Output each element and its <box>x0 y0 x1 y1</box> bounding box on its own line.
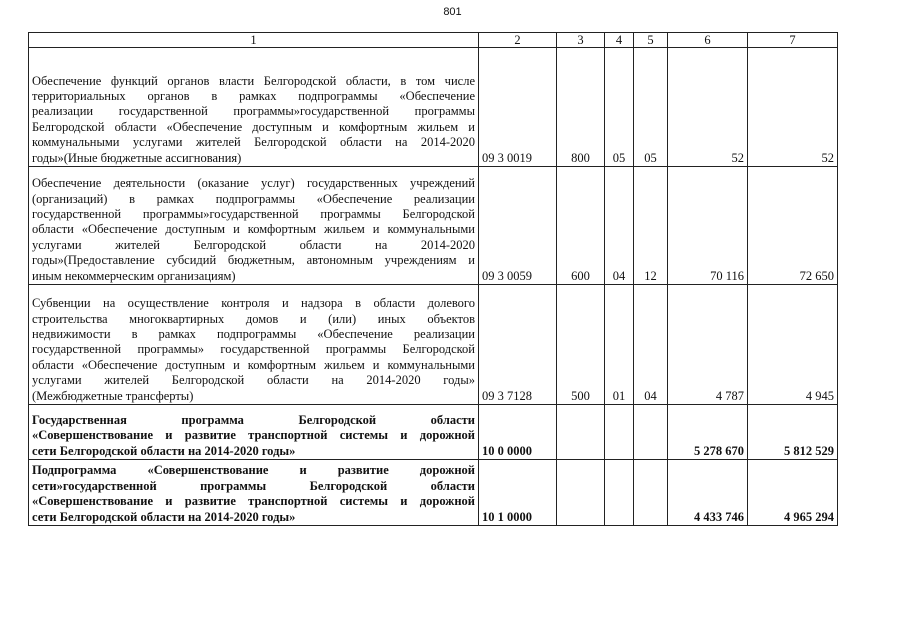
amount-year-2: 4 945 <box>748 285 838 405</box>
amount-year-2: 5 812 529 <box>748 405 838 460</box>
table-row <box>29 48 838 167</box>
subsection: 12 <box>634 167 668 285</box>
target-article-code: 10 1 0000 <box>479 460 557 526</box>
expense-type <box>557 405 605 460</box>
description-line: коммунальными услугами жителей Белгородской области на 2014-2020 <box>32 135 475 150</box>
description-line: услугами жителей Белгородской области на 2014-2020 годы» <box>32 373 475 388</box>
row-description <box>29 405 479 460</box>
section: 05 <box>605 48 634 167</box>
section: 04 <box>605 167 634 285</box>
amount-year-1: 5 278 670 <box>668 405 748 460</box>
description-line: Субвенции на осуществление контроля и надзора в области долевого <box>32 296 475 311</box>
description-line: Обеспечение функций органов власти Белгородской области, в том числе <box>32 73 475 88</box>
amount-year-1: 52 <box>668 48 748 167</box>
description-line: Белгородской области «Обеспечение доступным и комфортным жильем и <box>32 119 475 134</box>
target-article-code: 10 0 0000 <box>479 405 557 460</box>
description-line: области «Обеспечение доступным и комфортным жильем и коммунальными <box>32 357 475 372</box>
header-col-6: 6 <box>668 33 748 48</box>
description-line: Обеспечение деятельности (оказание услуг) государственных учреждений <box>32 176 475 191</box>
description-line: Государственная программа Белгородской области <box>32 412 475 427</box>
description-line: Подпрограмма «Совершенствование и развитие дорожной <box>32 463 475 478</box>
description-line: строительства многоквартирных домов и (или) иных объектов <box>32 311 475 326</box>
table-row <box>29 460 838 526</box>
target-article-code: 09 3 0059 <box>479 167 557 285</box>
amount-year-2: 52 <box>748 48 838 167</box>
description-line: области «Обеспечение доступным и комфортным жильем и коммунальными <box>32 222 475 237</box>
row-description <box>29 167 479 285</box>
expense-type: 600 <box>557 167 605 285</box>
description-line: государственной программы»государственной программы Белгородской <box>32 206 475 221</box>
section: 01 <box>605 285 634 405</box>
description-line: сети Белгородской области на 2014-2020 годы» <box>32 443 296 458</box>
amount-year-1: 4 433 746 <box>668 460 748 526</box>
description-line: (Межбюджетные трансферты) <box>32 388 194 403</box>
page-number: 801 <box>443 6 462 18</box>
description-line: «Совершенствование и развитие транспортной системы и дорожной <box>32 428 475 443</box>
subsection <box>634 405 668 460</box>
header-col-4: 4 <box>605 33 634 48</box>
table-row <box>29 167 838 285</box>
description-line: услугами жителей Белгородской области на 2014-2020 <box>32 237 475 252</box>
amount-year-2: 72 650 <box>748 167 838 285</box>
description-line: недвижимости в рамках подпрограммы «Обеспечение реализации <box>32 326 475 341</box>
table-body <box>29 48 838 526</box>
description-line: иным некоммерческим организациям) <box>32 268 236 283</box>
subsection: 05 <box>634 48 668 167</box>
row-description <box>29 48 479 167</box>
amount-year-1: 4 787 <box>668 285 748 405</box>
description-line: реализации государственной программы»государственной программы <box>32 104 475 119</box>
description-line: годы»(Иные бюджетные ассигнования) <box>32 150 242 165</box>
header-col-3: 3 <box>557 33 605 48</box>
section <box>605 460 634 526</box>
description-line: сети»государственной программы Белгородской области <box>32 478 475 493</box>
header-col-5: 5 <box>634 33 668 48</box>
budget-table <box>28 32 838 526</box>
description-line: «Совершенствование и развитие транспортной системы и дорожной <box>32 494 475 509</box>
description-line: годы»(Предоставление субсидий бюджетным, автономным учреждениям и <box>32 253 475 268</box>
table-row <box>29 285 838 405</box>
row-description <box>29 285 479 405</box>
description-line: сети Белгородской области на 2014-2020 годы» <box>32 509 296 524</box>
expense-type: 800 <box>557 48 605 167</box>
description-line: (организаций) в рамках подпрограммы «Обеспечение реализации <box>32 191 475 206</box>
header-col-1: 1 <box>29 33 479 48</box>
header-col-2: 2 <box>479 33 557 48</box>
subsection <box>634 460 668 526</box>
description-line: территориальных органов в рамках подпрограммы «Обеспечение <box>32 88 475 103</box>
target-article-code: 09 3 7128 <box>479 285 557 405</box>
amount-year-1: 70 116 <box>668 167 748 285</box>
row-description <box>29 460 479 526</box>
header-col-7: 7 <box>748 33 838 48</box>
expense-type: 500 <box>557 285 605 405</box>
amount-year-2: 4 965 294 <box>748 460 838 526</box>
subsection: 04 <box>634 285 668 405</box>
table-row <box>29 405 838 460</box>
expense-type <box>557 460 605 526</box>
table-header <box>29 33 838 48</box>
description-line: государственной программы» государственной программы Белгородской <box>32 342 475 357</box>
target-article-code: 09 3 0019 <box>479 48 557 167</box>
section <box>605 405 634 460</box>
